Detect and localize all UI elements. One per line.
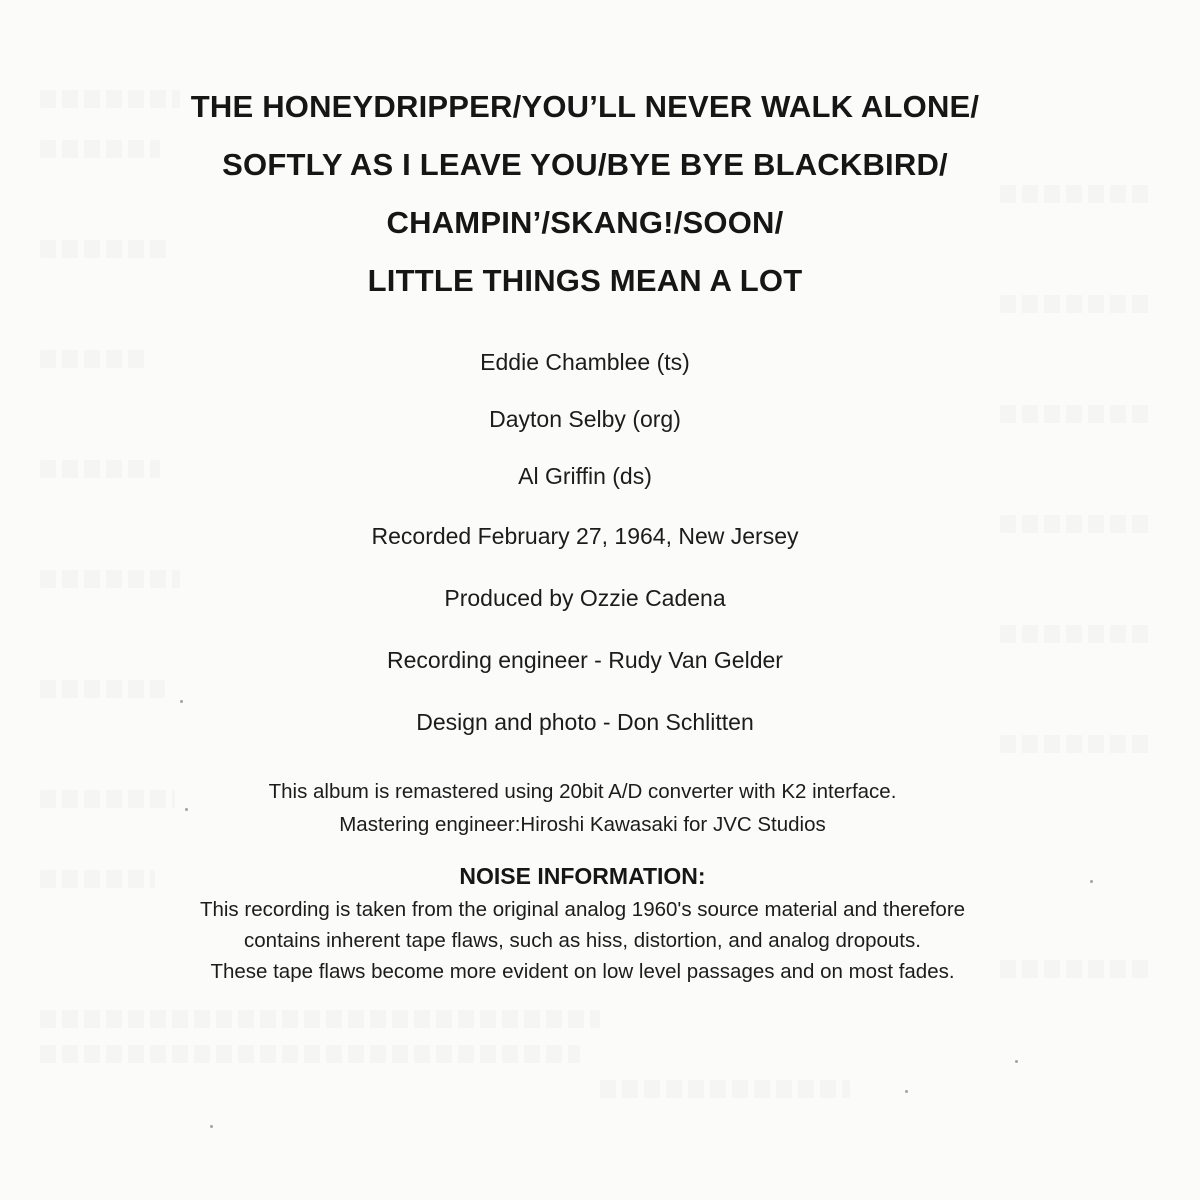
engineer-credit: Recording engineer - Rudy Van Gelder <box>387 647 783 673</box>
personnel-line: Dayton Selby (org) <box>489 406 681 432</box>
credits-block <box>0 334 1170 753</box>
track-title-line: CHAMPIN’/SKANG!/SOON/ <box>386 205 784 240</box>
mastering-engineer-line: Mastering engineer:Hiroshi Kawasaki for JVC Studios <box>339 813 826 836</box>
remaster-note <box>0 775 1165 841</box>
noise-information-heading: NOISE INFORMATION: <box>459 863 706 889</box>
noise-information-line: These tape flaws become more evident on low level passages and on most fades. <box>210 960 955 983</box>
track-title-line: THE HONEYDRIPPER/YOU’LL NEVER WALK ALONE/ <box>190 89 980 124</box>
personnel-line: Al Griffin (ds) <box>518 463 652 489</box>
noise-information-block <box>0 858 1165 987</box>
producer-credit: Produced by Ozzie Cadena <box>444 585 726 611</box>
paper-speck <box>1015 1060 1018 1063</box>
noise-information-line: This recording is taken from the original analog 1960's source material and therefore <box>199 898 966 921</box>
track-title-block <box>0 78 1170 310</box>
design-credit: Design and photo - Don Schlitten <box>416 709 754 735</box>
recording-info: Recorded February 27, 1964, New Jersey <box>371 523 799 549</box>
noise-information-line: contains inherent tape flaws, such as hiss, distortion, and analog dropouts. <box>244 929 921 952</box>
remaster-line: This album is remastered using 20bit A/D converter with K2 interface. <box>268 780 897 803</box>
track-title-line: LITTLE THINGS MEAN A LOT <box>367 263 803 298</box>
personnel-line: Eddie Chamblee (ts) <box>480 349 690 375</box>
paper-speck <box>210 1125 213 1128</box>
paper-speck <box>905 1090 908 1093</box>
track-title-line: SOFTLY AS I LEAVE YOU/BYE BYE BLACKBIRD/ <box>222 147 948 182</box>
